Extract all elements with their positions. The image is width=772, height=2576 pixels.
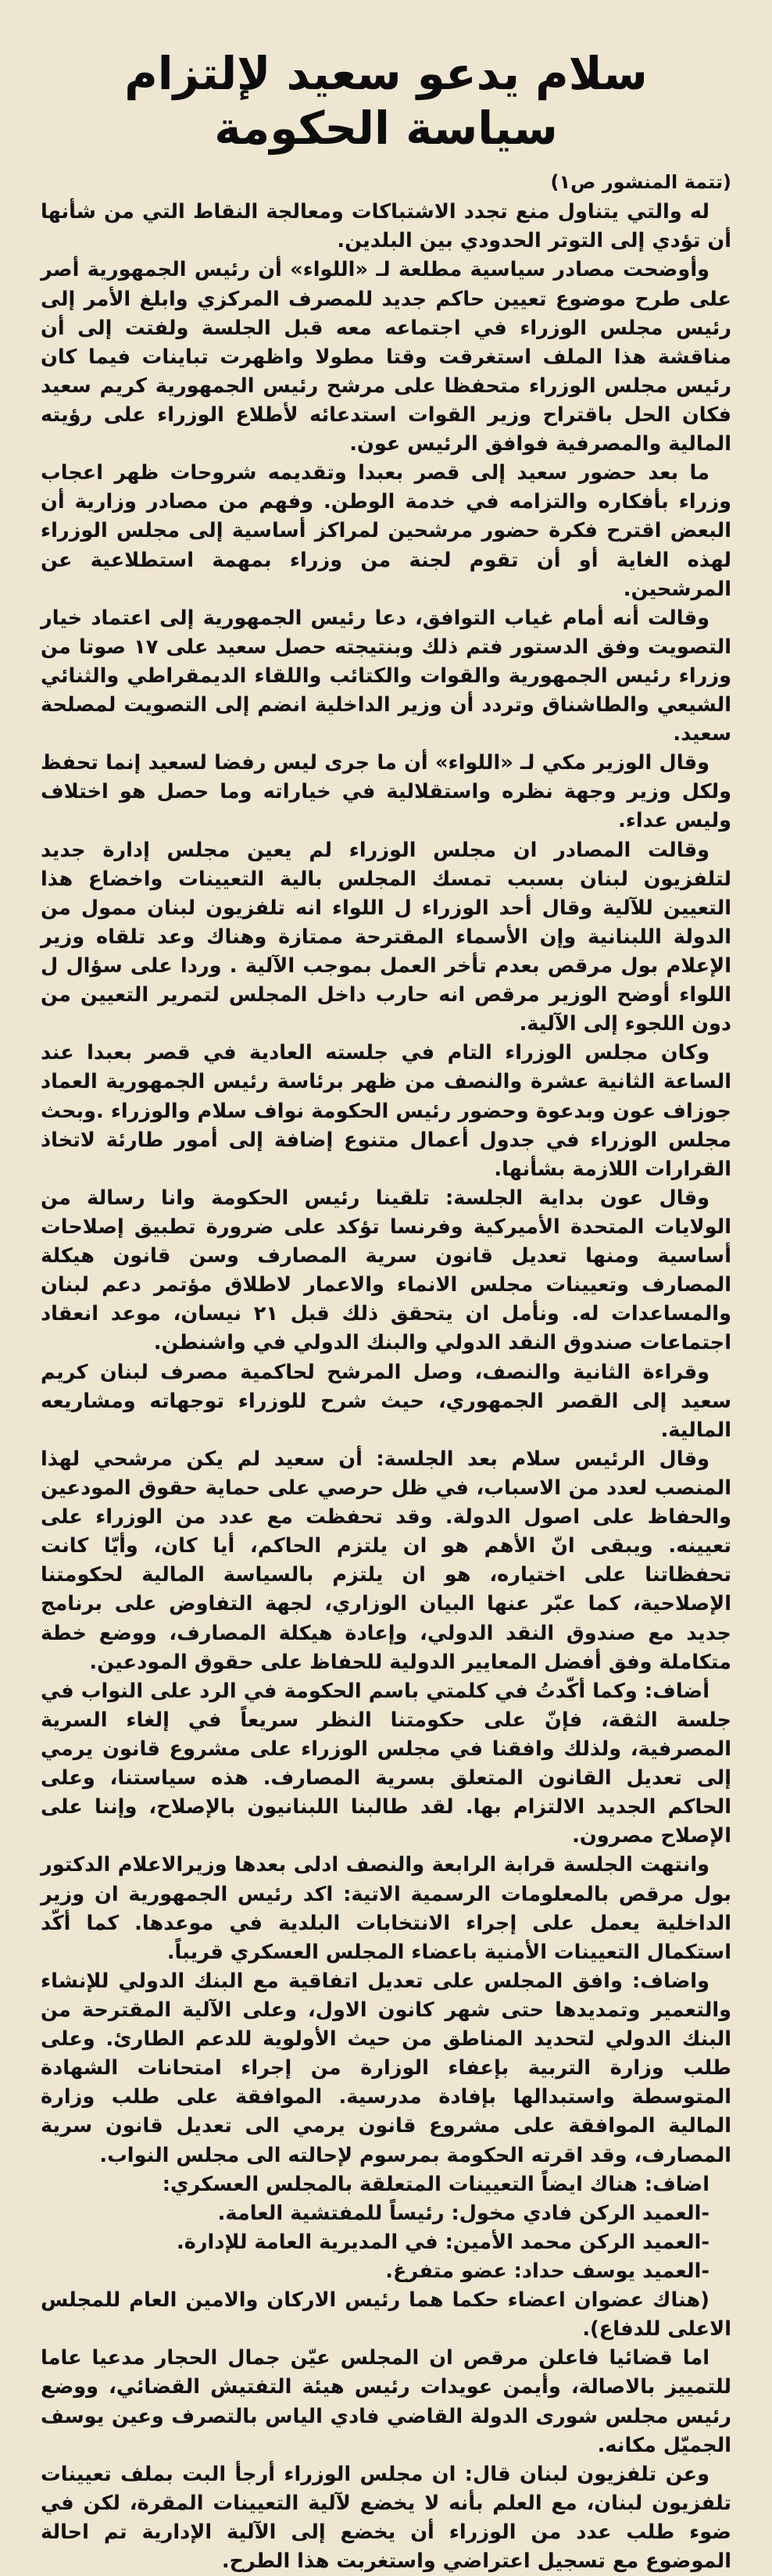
paragraph: وقال الرئيس سلام بعد الجلسة: أن سعيد لم يكن مرشحي لهذا المنصب لعدد من الاسباب، في ظل حرصي على حماية حقوق المودعين والحفاظ على اصول الدولة. وقد تحفظت مع عدد من الوزراء على تعيينه. ويبقى انّ الأهم هو ان يلتزم الحاكم، أيا كان، وأيّا كانت تحفظاتنا على اختياره، هو ان يلتزم بالسياسة المالية لحكومتنا الإصلاحية، كما عبّر عنها البيان الوزاري، لجهة التفاوض على برنامج جديد مع صندوق النقد الدولي، وإعادة هيكلة المصارف، ووضع خطة متكاملة وفق أفضل المعايير الدولية للحفاظ على حقوق المودعين. (41, 1447, 731, 1674)
article-body (41, 198, 731, 2576)
paragraph: وقال عون بداية الجلسة: تلقينا رئيس الحكومة وانا رسالة من الولايات المتحدة الأميركية وفرنسا تؤكد على ضرورة تطبيق إصلاحات أساسية ومنها تعديل قانون سرية المصارف وسن قانون هيكلة المصارف وتعيينات مجلس الانماء والاعمار لاطلاق مؤتمر دعم لبنان والمساعدات له. ونأمل ان يتحقق ذلك قبل ٢١ نيسان، موعد انعقاد اجتماعات صندوق النقد الدولي والبنك الدولي في واشنطن. (41, 1186, 731, 1355)
list-item: -العميد الركن محمد الأمين: في المديرية العامة للإدارة. (176, 2230, 709, 2254)
list-item: -العميد الركن فادي مخول: رئيساً للمفتشية العامة. (217, 2201, 709, 2225)
paragraph: أضاف: وكما أكّدتُ في كلمتي باسم الحكومة في الرد على النواب في جلسة الثقة، فإنّ على حكومتنا النظر سريعاً في إلغاء السرية المصرفية، ولذلك وافقنا في مجلس الوزراء على مشروع قانون يرمي إلى تعديل القانون المتعلق بسرية المصارف. هذه سياستنا، وعلى الحاكم الجديد الالتزام بها. لقد طالبنا اللبنانيون بالإصلاح، وإننا على الإصلاح مصرون. (41, 1679, 731, 1848)
paragraph: وقالت المصادر ان مجلس الوزراء لم يعين مجلس إدارة جديد لتلفزيون لبنان بسبب تمسك المجلس بالية التعيينات واخضاع هذا التعيين للآلية وقال أحد الوزراء ل اللواء انه تلفزيون لبنان ممول من الدولة اللبنانية وإن الأسماء المقترحة ممتازة وهناك وعد تلقاه وزير الإعلام بول مرقص بعدم تأخر العمل بموجب الآلية . وردا على سؤال ل اللواء أوضح الوزير مرقص انه حارب داخل المجلس لتمرير التعيين من دون اللجوء إلى الآلية. (41, 838, 731, 1036)
paragraph: له والتي يتناول منع تجدد الاشتباكات ومعالجة النقاط التي من شأنها أن تؤدي إلى التوتر الحدودي بين البلدين. (41, 200, 731, 253)
paragraph: وأوضحت مصادر سياسية مطلعة لـ «اللواء» أن رئيس الجمهورية أصر على طرح موضوع تعيين حاكم جديد للمصرف المركزي وابلغ الأمر إلى رئيس مجلس الوزراء في اجتماعه معه قبل الجلسة ولفتت إلى أن مناقشة هذا الملف استغرقت وقتا مطولا واظهرت تباينات فيما كان رئيس مجلس الوزراء متحفظا على مرشح رئيس الجمهورية كريم سعيد فكان الحل باقتراح وزير القوات استدعائه لأطلاع الوزراء على رؤيته المالية والمصرفية فوافق الرئيس عون. (41, 258, 731, 456)
appointments-intro: اضاف: هناك ايضاً التعيينات المتعلقة بالمجلس العسكري: (162, 2172, 709, 2196)
paragraph: اما قضائيا فاعلن مرقص ان المجلس عيّن جمال الحجار مدعيا عاما للتمييز بالاصالة، وأيمن عويدات رئيس هيئة التفتيش القضائي، ووضع رئيس مجلس شورى الدولة القاضي فادي الياس بالتصرف وعين يوسف الجميّل مكانه. (41, 2346, 731, 2457)
continued-note: (تتمة المنشور ص١) (550, 171, 731, 194)
list-item: (هناك عضوان اعضاء حكما هما رئيس الاركان والامين العام للمجلس الاعلى للدفاع). (41, 2288, 731, 2342)
paragraph: ما بعد حضور سعيد إلى قصر بعبدا وتقديمه شروحات ظهر اعجاب وزراء بأفكاره والتزامه في خدمة الوطن. وفهم من مصادر وزارية أن البعض اقترح فكرة حضور مرشحين لمراكز أساسية إلى مجلس الوزراء لهذه الغاية أو أن تقوم لجنة من وزراء بمهمة استطلاعية عن المرشحين. (41, 461, 731, 601)
paragraph: وقال الوزير مكي لـ «اللواء» أن ما جرى ليس رفضا لسعيد إنما تحفظ ولكل وزير وجهة نظره واستقلالية في خياراته وما حصل هو اختلاف وليس عداء. (41, 751, 731, 833)
paragraph: واضاف: وافق المجلس على تعديل اتفاقية مع البنك الدولي للإنشاء والتعمير وتمديدها حتى شهر كانون الاول، وعلى الآلية المقترحة من البنك الدولي لتحديد المناطق من حيث الأولوية للدعم الطارئ. وعلى طلب وزارة التربية بإعفاء الوزارة من إجراء امتحانات الشهادة المتوسطة واستبدالها بإفادة مدرسية. الموافقة على طلب وزارة المالية الموافقة على مشروع قانون يرمي الى تعديل قانون سرية المصارف، وقد اقرته الحكومة بمرسوم لإحالته الى مجلس النواب. (41, 1969, 731, 2167)
headline: سلام يدعو سعيد لإلتزام سياسة الحكومة (124, 47, 648, 155)
paragraph: وانتهت الجلسة قرابة الرابعة والنصف ادلى بعدها وزيرالاعلام الدكتور بول مرقص بالمعلومات الرسمية الاتية: اكد رئيس الجمهورية ان وزير الداخلية يعمل على إجراء الانتخابات البلدية في موعدها. كما أكّد استكمال التعيينات الأمنية باعضاء المجلس العسكري قريباً. (41, 1853, 731, 1964)
list-item: -العميد يوسف حداد: عضو متفرغ. (385, 2259, 709, 2283)
paragraph: وقراءة الثانية والنصف، وصل المرشح لحاكمية مصرف لبنان كريم سعيد إلى القصر الجمهوري، حيث شرح للوزراء توجهاته ومشاريعه المالية. (41, 1360, 731, 1442)
appointments-list (41, 2199, 731, 2345)
paragraph: وكان مجلس الوزراء التام في جلسته العادية في قصر بعبدا عند الساعة الثانية عشرة والنصف من ظهر برئاسة رئيس الجمهورية العماد جوزاف عون وبدعوة وحضور رئيس الحكومة نواف سلام والوزراء .وبحث مجلس الوزراء في جدول أعمال متنوع إضافة إلى أمور طارئة لاتخاذ القرارات اللازمة بشأنها. (41, 1041, 731, 1181)
paragraph: وقالت أنه أمام غياب التوافق، دعا رئيس الجمهورية إلى اعتماد خيار التصويت وفق الدستور فتم ذلك وبنتيجته حصل سعيد على ١٧ صوتا من وزراء رئيس الجمهورية والقوات والكتائب واللقاء الديمقراطي والثنائي الشيعي والطاشناق وتردد أن وزير الداخلية انضم إلى التصويت لمصلحة سعيد. (41, 606, 731, 746)
paragraph: وعن تلفزيون لبنان قال: ان مجلس الوزراء أرجأ البت بملف تعيينات تلفزيون لبنان، مع العلم بأنه لا يخضع لآلية التعيينات المقرة، لكن في ضوء طلب عدد من الوزراء أن يخضع إلى الآلية الإدارية تم احالة الموضوع مع تسجيل اعتراضي واستغربت هذا الطرح. (41, 2462, 731, 2574)
